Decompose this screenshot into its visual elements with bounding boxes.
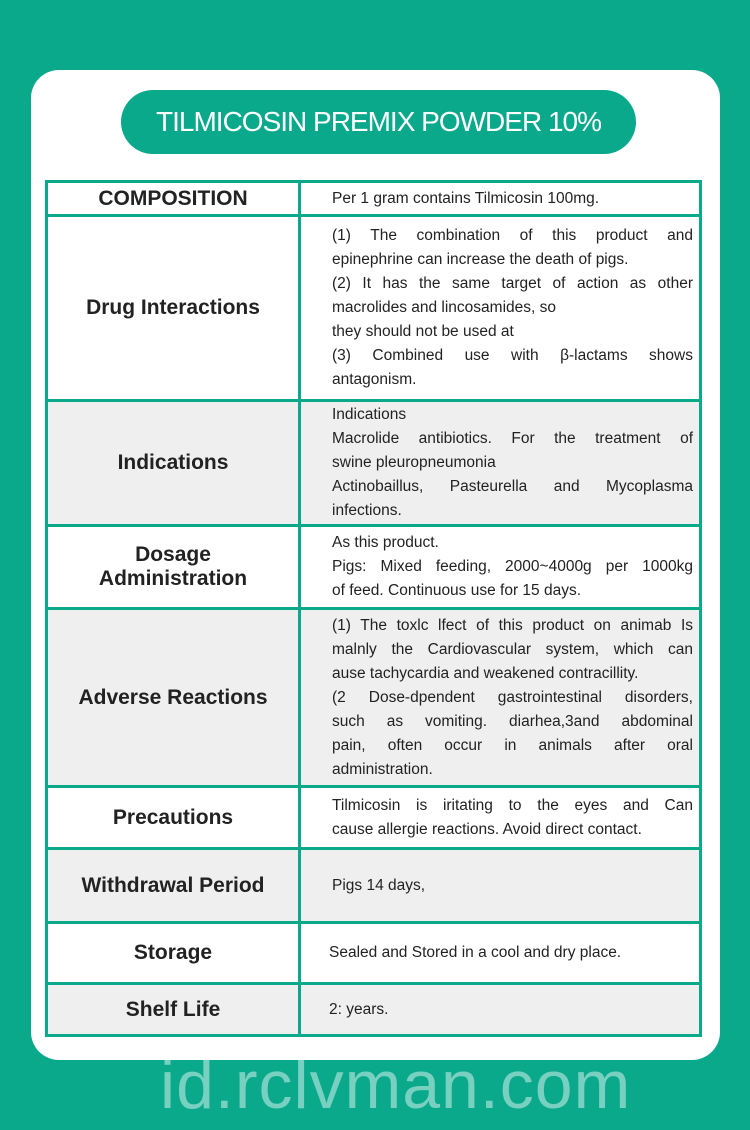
label-line: Dosage — [135, 543, 211, 566]
value-line: swine pleuropneumonia — [332, 454, 496, 471]
row-value-shelf-life — [300, 984, 701, 1036]
value-line: Sealed and Stored in a cool and dry place. — [329, 944, 622, 961]
spec-table — [45, 180, 702, 1037]
value-line: malnly the Cardiovascular system, which can — [332, 640, 693, 658]
value-line: macrolides and lincosamides, so — [332, 299, 556, 316]
value-line: 2: years. — [329, 1000, 389, 1018]
value-line: Pigs 14 days, — [332, 876, 426, 894]
row-value-composition — [300, 182, 701, 216]
row-label-withdrawal-period: Withdrawal Period — [47, 849, 300, 923]
row-label-shelf-life: Shelf Life — [47, 984, 300, 1036]
row-label-dosage-administration — [47, 526, 300, 609]
value-line: infections. — [332, 502, 402, 519]
value-line: ause tachycardia and weakened contracillity. — [332, 664, 639, 682]
row-value-dosage-administration — [300, 526, 701, 609]
row-value-drug-interactions — [300, 216, 701, 401]
value-line: such as vomiting. diarhea,3and abdominal — [332, 712, 693, 730]
row-value-withdrawal-period — [300, 849, 701, 923]
row-value-precautions — [300, 787, 701, 849]
value-line: (1) The combination of this product and — [332, 227, 693, 244]
row-value-indications — [300, 401, 701, 526]
watermark-text: id.rclvman.com — [160, 1047, 632, 1123]
value-line: cause allergie reactions. Avoid direct contact. — [332, 820, 642, 838]
product-title: TILMICOSIN PREMIX POWDER 10% — [121, 90, 636, 154]
value-line: Macrolide antibiotics. For the treatment of — [332, 430, 693, 447]
value-line: Per 1 gram contains Tilmicosin 100mg. — [332, 189, 600, 207]
value-line: Tilmicosin is iritating to the eyes and Can — [332, 796, 693, 814]
value-line: epinephrine can increase the death of pigs. — [332, 251, 629, 268]
table-row — [47, 401, 701, 526]
table-row — [47, 609, 701, 787]
table-row — [47, 984, 701, 1036]
value-line: As this product. — [332, 534, 439, 551]
value-line: Indications — [332, 406, 407, 423]
label-line: Administration — [98, 567, 248, 590]
table-row — [47, 849, 701, 923]
table-row — [47, 216, 701, 401]
row-label-adverse-reactions: Adverse Reactions — [47, 609, 300, 787]
value-line: Pigs: Mixed feeding, 2000~4000g per 1000kg — [332, 558, 693, 575]
value-line: pain, often occur in animals after oral — [332, 736, 693, 754]
row-label-composition: COMPOSITION — [47, 182, 300, 216]
value-line: (2) It has the same target of action as other — [332, 275, 693, 292]
value-line: Actinobaillus, Pasteurella and Mycoplasma — [332, 478, 693, 495]
value-line: (3) Combined use with β-lactams shows — [332, 347, 693, 364]
row-value-storage — [300, 923, 701, 984]
row-label-precautions: Precautions — [47, 787, 300, 849]
value-line: they should not be used at — [332, 323, 514, 340]
value-line: (1) The toxlc lfect of this product on animab Is — [332, 616, 693, 634]
value-line: (2 Dose-dpendent gastrointestinal disorders, — [332, 688, 693, 706]
table-row — [47, 526, 701, 609]
row-label-storage: Storage — [47, 923, 300, 984]
table-row — [47, 182, 701, 216]
value-line: antagonism. — [332, 371, 417, 388]
value-line: administration. — [332, 760, 433, 778]
row-label-indications: Indications — [47, 401, 300, 526]
table-row — [47, 787, 701, 849]
row-label-drug-interactions: Drug Interactions — [47, 216, 300, 401]
table-row — [47, 923, 701, 984]
row-value-adverse-reactions — [300, 609, 701, 787]
value-line: of feed. Continuous use for 15 days. — [332, 582, 582, 599]
